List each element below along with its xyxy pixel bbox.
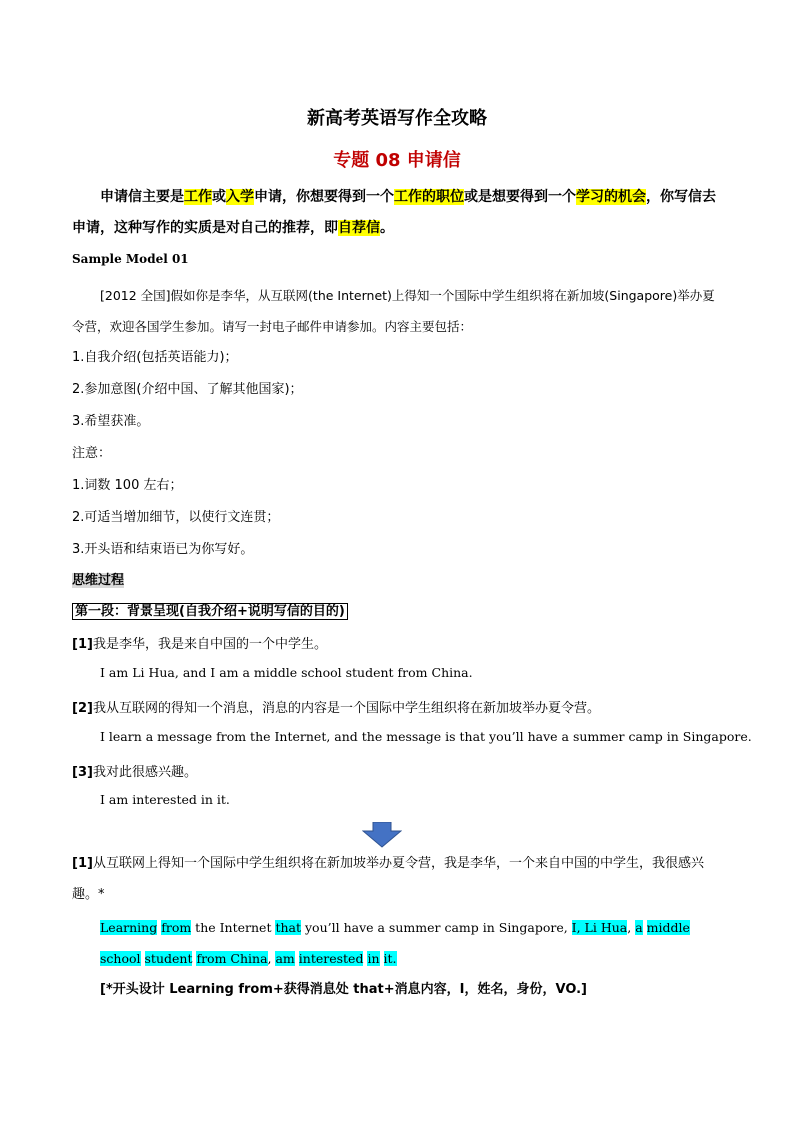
- plain-text: ,: [267, 951, 276, 966]
- highlighted-word: in: [367, 951, 380, 966]
- step-english: I am interested in it.: [100, 792, 230, 807]
- intro-paragraph: 申请信主要是工作或入学申请，你想要得到一个工作的职位或是想要得到一个学习的机会，你写信去申请，这种写作的实质是对自己的推荐，即自荐信。: [72, 189, 716, 236]
- step-chinese: [2]我从互联网的得知一个消息，消息的内容是一个国际中学生组织将在新加坡举办夏令营。: [72, 701, 600, 716]
- thinking-label: 思维过程: [72, 573, 125, 588]
- model-heading: Sample Model 01: [72, 252, 189, 266]
- design-note: [*开头设计 Learning from+获得消息处 that+消息内容，I，姓名，身份，VO.]: [100, 982, 587, 997]
- highlighted-word: school: [100, 951, 141, 966]
- requirement-item: 3.希望获准。: [72, 414, 150, 429]
- step-english: I am Li Hua, and I am a middle school student from China.: [100, 665, 473, 680]
- step-english: I learn a message from the Internet, and the message is that you’ll have a summer camp in Singapore.: [100, 729, 752, 744]
- notice-label: 注意：: [72, 446, 112, 461]
- highlighted-word: it.: [383, 951, 397, 966]
- combined-chinese: [1]从互联网上得知一个国际中学生组织将在新加坡举办夏令营，我是李华，一个来自中国的中学生，我很感兴趣。*: [72, 856, 704, 902]
- requirement-item: 1.自我介绍(包括英语能力)；: [72, 350, 238, 365]
- plain-text: ,: [627, 920, 636, 935]
- highlighted-word: from: [161, 920, 192, 935]
- requirement-item: 2.参加意图(介绍中国、了解其他国家)；: [72, 382, 303, 397]
- notice-item: 3.开头语和结束语已为你写好。: [72, 542, 254, 557]
- notice-item: 2.可适当增加细节，以使行文连贯；: [72, 510, 280, 525]
- highlighted-word: middle: [646, 920, 690, 935]
- highlighted-word: I, Li Hua: [571, 920, 628, 935]
- highlighted-word: that: [275, 920, 302, 935]
- plain-text: you’ll have a summer camp in Singapore,: [301, 920, 572, 935]
- plain-text: [380, 951, 384, 966]
- highlight-self-recommendation: 自荐信: [338, 220, 380, 236]
- highlighted-word: student: [144, 951, 193, 966]
- document-title: 新高考英语写作全攻略: [307, 108, 487, 129]
- topic-subtitle: 专题 08 申请信: [333, 150, 461, 171]
- highlighted-word: a: [635, 920, 643, 935]
- highlighted-word: Learning: [100, 920, 158, 935]
- step-chinese: [1]我是李华，我是来自中国的一个中学生。: [72, 637, 327, 652]
- step-chinese: [3]我对此很感兴趣。: [72, 765, 197, 780]
- plain-text: [141, 951, 145, 966]
- plain-text: the Internet: [191, 920, 276, 935]
- notice-item: 1.词数 100 左右；: [72, 478, 183, 493]
- combined-english: [100, 912, 724, 974]
- highlight-work: 工作: [184, 189, 212, 205]
- section-heading: 第一段：背景呈现(自我介绍+说明写信的目的): [72, 600, 348, 619]
- highlighted-word: am: [275, 951, 295, 966]
- highlight-enrollment: 入学: [226, 189, 254, 205]
- highlight-job-position: 工作的职位: [394, 189, 464, 205]
- highlighted-word: interested: [298, 951, 364, 966]
- highlighted-word: from China: [196, 951, 268, 966]
- writing-prompt: [2012 全国]假如你是李华，从互联网(the Internet)上得知一个国际中学生组织将在新加坡(Singapore)举办夏令营，欢迎各国学生参加。请写一封电子邮件申请参加。内容主要包括：: [72, 288, 715, 334]
- highlight-study-opportunity: 学习的机会: [576, 189, 646, 205]
